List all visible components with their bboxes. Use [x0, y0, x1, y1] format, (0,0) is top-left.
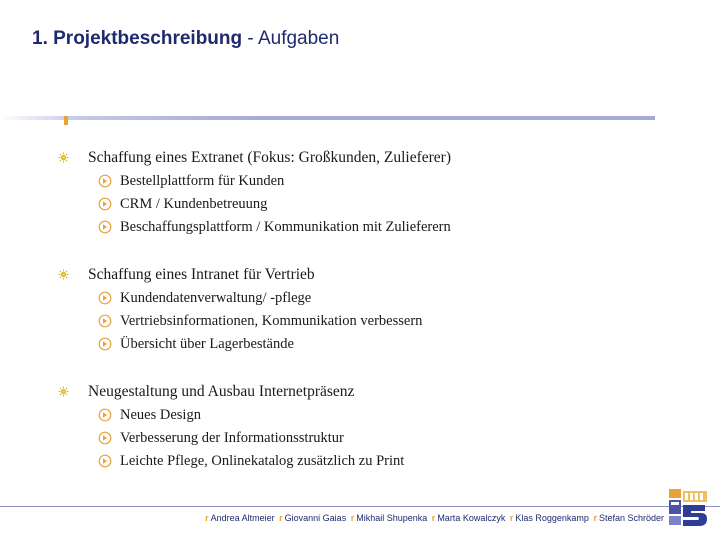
section-heading [58, 380, 698, 404]
list-item [58, 333, 698, 356]
header-rule [0, 116, 655, 120]
section-heading-text: Schaffung eines Intranet für Vertrieb [88, 266, 315, 283]
list-item [58, 287, 698, 310]
list-item [58, 450, 698, 473]
section-heading-text: Neugestaltung und Ausbau Internetpräsenz [88, 383, 355, 400]
arrow-circle-icon [98, 314, 112, 328]
author-name: Andrea Altmeier [210, 513, 275, 523]
arrow-circle-icon [98, 454, 112, 468]
title-main: 1. Projektbeschreibung [32, 28, 243, 49]
sub-list [58, 170, 698, 239]
list-item [58, 310, 698, 333]
section-heading [58, 146, 698, 170]
list-item [58, 216, 698, 239]
list-item-text: Bestellplattform für Kunden [120, 173, 285, 189]
list-item [58, 193, 698, 216]
arrow-circle-icon [98, 337, 112, 351]
sub-list [58, 287, 698, 356]
author-name: Marta Kowalczyk [437, 513, 506, 523]
section-extranet [58, 146, 698, 239]
list-item [58, 404, 698, 427]
section-heading [58, 263, 698, 287]
separator-icon: r [350, 513, 355, 523]
arrow-circle-icon [98, 291, 112, 305]
separator-icon: r [205, 513, 209, 523]
sun-bullet-icon [58, 386, 69, 397]
footer-rule [0, 506, 720, 507]
list-item-text: Verbesserung der Informationsstruktur [120, 430, 344, 446]
title-sub: - Aufgaben [247, 28, 340, 49]
separator-icon: r [279, 513, 283, 523]
section-heading-text: Schaffung eines Extranet (Fokus: Großkunden, Zulieferer) [88, 149, 451, 166]
header-rule-accent [64, 116, 68, 125]
footer-authors [203, 513, 664, 523]
list-item-text: Leichte Pflege, Onlinekatalog zusätzlich zu Print [120, 453, 405, 469]
list-item-text: Übersicht über Lagerbestände [120, 336, 294, 352]
sun-bullet-icon [58, 269, 69, 280]
arrow-circle-icon [98, 431, 112, 445]
page-title [32, 28, 339, 50]
sub-list [58, 404, 698, 473]
author-name: Klas Roggenkamp [515, 513, 589, 523]
list-item [58, 170, 698, 193]
arrow-circle-icon [98, 197, 112, 211]
section-internet [58, 380, 698, 473]
separator-icon: r [509, 513, 514, 523]
arrow-circle-icon [98, 408, 112, 422]
author-name: Stefan Schröder [598, 513, 664, 523]
list-item-text: Kundendatenverwaltung/ -pflege [120, 290, 312, 306]
group-logo-icon [667, 487, 709, 527]
list-item [58, 427, 698, 450]
sun-bullet-icon [58, 152, 69, 163]
list-item-text: Beschaffungsplattform / Kommunikation mit Zulieferern [120, 219, 451, 235]
separator-icon: r [593, 513, 597, 523]
arrow-circle-icon [98, 174, 112, 188]
arrow-circle-icon [98, 220, 112, 234]
list-item-text: CRM / Kundenbetreuung [120, 196, 268, 212]
author-name: Giovanni Gaias [284, 513, 347, 523]
list-item-text: Vertriebsinformationen, Kommunikation verbessern [120, 313, 423, 329]
separator-icon: r [431, 513, 436, 523]
content-area [58, 146, 698, 497]
author-name: Mikhail Shupenka [356, 513, 428, 523]
section-intranet [58, 263, 698, 356]
list-item-text: Neues Design [120, 407, 201, 423]
